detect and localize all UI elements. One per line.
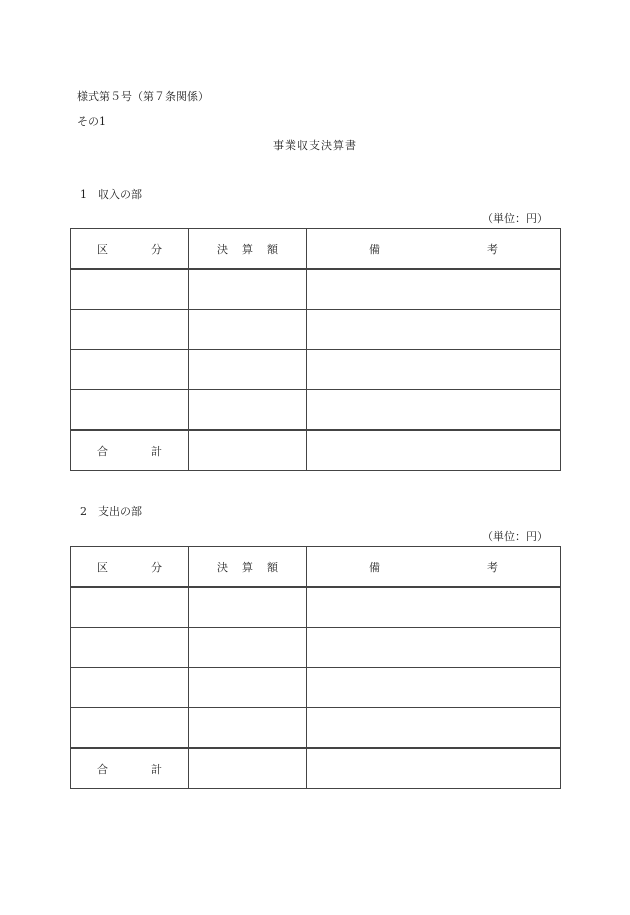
- remarks-header-char: 考: [487, 242, 498, 256]
- page-title: 事業収支決算書: [273, 139, 357, 152]
- table-row: [71, 628, 561, 668]
- table-header-row: [71, 547, 561, 588]
- category-cell[interactable]: [71, 628, 189, 668]
- category-header: [71, 547, 189, 588]
- amount-header: [189, 229, 307, 270]
- expense-section-heading: 2 支出の部: [80, 505, 142, 518]
- total-label: [71, 430, 189, 471]
- category-header-char: 区: [97, 242, 108, 256]
- total-label-char: 計: [151, 762, 162, 776]
- category-cell[interactable]: [71, 587, 189, 628]
- remarks-header: [307, 547, 561, 588]
- total-label: [71, 748, 189, 789]
- category-header-char: 区: [97, 560, 108, 574]
- remarks-cell[interactable]: [307, 587, 561, 628]
- amount-cell[interactable]: [189, 628, 307, 668]
- table-row: [71, 390, 561, 431]
- table-row: [71, 310, 561, 350]
- income-section-heading: 1 収入の部: [80, 188, 142, 201]
- income-unit-label: （単位：円）: [482, 212, 548, 225]
- table-header-row: [71, 229, 561, 270]
- category-cell[interactable]: [71, 269, 189, 310]
- total-row: [71, 748, 561, 789]
- category-header-char: 分: [151, 242, 162, 256]
- total-label-char: 合: [97, 762, 108, 776]
- category-cell[interactable]: [71, 390, 189, 431]
- remarks-header-char: 考: [487, 560, 498, 574]
- income-table: [70, 228, 561, 471]
- remarks-cell[interactable]: [307, 628, 561, 668]
- amount-cell[interactable]: [189, 390, 307, 431]
- category-cell[interactable]: [71, 350, 189, 390]
- amount-cell[interactable]: [189, 350, 307, 390]
- expense-unit-label: （単位：円）: [482, 530, 548, 543]
- amount-cell[interactable]: [189, 708, 307, 749]
- category-cell[interactable]: [71, 708, 189, 749]
- remarks-header-char: 備: [369, 560, 380, 574]
- amount-header: [189, 547, 307, 588]
- remarks-cell[interactable]: [307, 390, 561, 431]
- remarks-cell[interactable]: [307, 350, 561, 390]
- category-header-char: 分: [151, 560, 162, 574]
- remarks-cell[interactable]: [307, 269, 561, 310]
- total-row: [71, 430, 561, 471]
- total-remarks-cell[interactable]: [307, 748, 561, 789]
- table-row: [71, 708, 561, 749]
- amount-cell[interactable]: [189, 587, 307, 628]
- total-amount-cell[interactable]: [189, 430, 307, 471]
- amount-header-char: 決: [217, 560, 228, 574]
- amount-header-char: 額: [267, 560, 278, 574]
- table-row: [71, 668, 561, 708]
- remarks-cell[interactable]: [307, 310, 561, 350]
- category-header: [71, 229, 189, 270]
- remarks-header-char: 備: [369, 242, 380, 256]
- amount-header-char: 算: [242, 560, 253, 574]
- total-label-char: 合: [97, 444, 108, 458]
- amount-header-char: 算: [242, 242, 253, 256]
- amount-cell[interactable]: [189, 269, 307, 310]
- table-row: [71, 350, 561, 390]
- sub-label: その1: [77, 115, 106, 128]
- amount-cell[interactable]: [189, 668, 307, 708]
- remarks-cell[interactable]: [307, 668, 561, 708]
- amount-header-char: 決: [217, 242, 228, 256]
- form-number: 様式第５号（第７条関係）: [77, 90, 209, 103]
- amount-cell[interactable]: [189, 310, 307, 350]
- amount-header-char: 額: [267, 242, 278, 256]
- remarks-cell[interactable]: [307, 708, 561, 749]
- expense-table: [70, 546, 561, 789]
- remarks-header: [307, 229, 561, 270]
- category-cell[interactable]: [71, 310, 189, 350]
- table-row: [71, 587, 561, 628]
- table-row: [71, 269, 561, 310]
- total-remarks-cell[interactable]: [307, 430, 561, 471]
- category-cell[interactable]: [71, 668, 189, 708]
- total-amount-cell[interactable]: [189, 748, 307, 789]
- total-label-char: 計: [151, 444, 162, 458]
